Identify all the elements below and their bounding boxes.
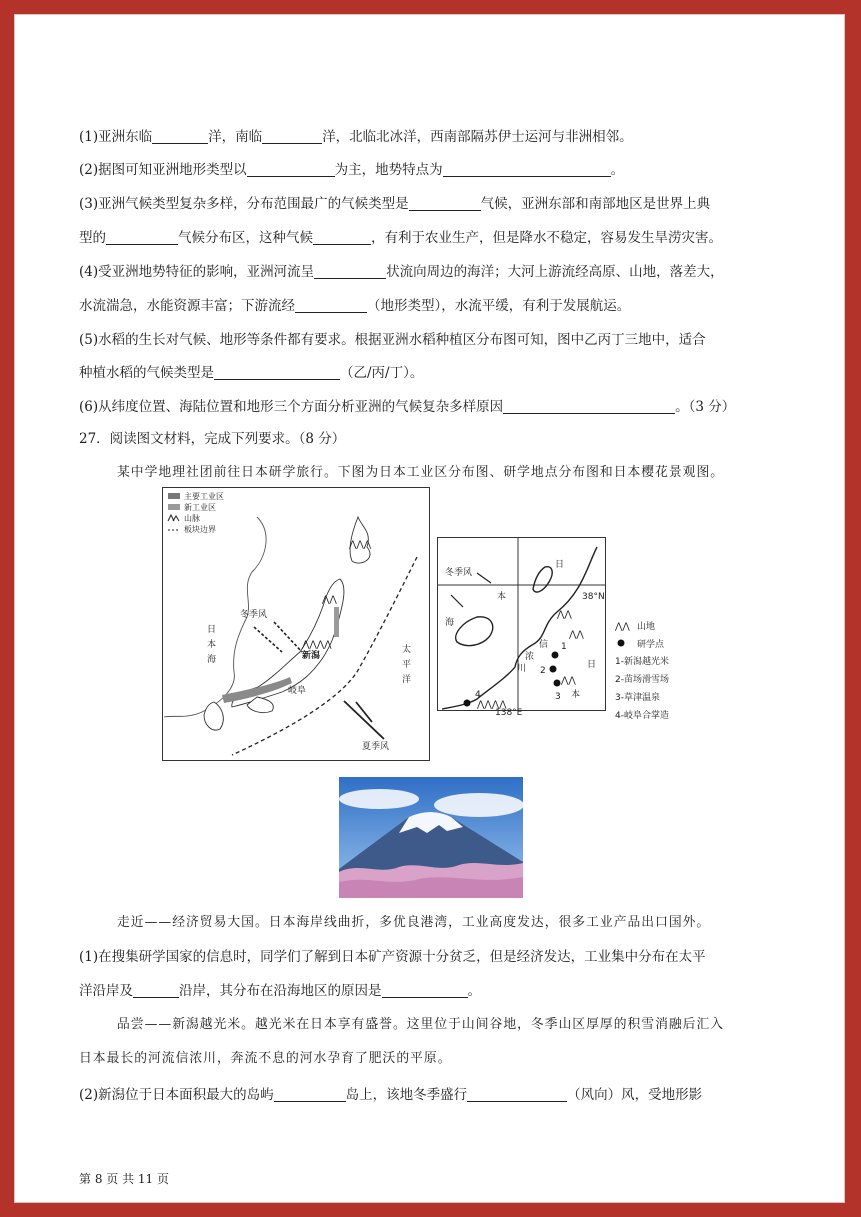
q2-blank-1[interactable] (247, 161, 335, 177)
japan-industry-map-svg (162, 487, 430, 761)
sub-question-1-line-2 (79, 981, 481, 1001)
q3-text-e: ，有利于农业生产，但是降水不稳定，容易发生旱涝灾害。 (371, 230, 722, 246)
material-2-line-2 (79, 1049, 452, 1069)
sub1-text-c: 沿岸，其分布在沿海地区的原因是 (179, 983, 382, 999)
label-summer-wind: 夏季风 (362, 742, 390, 752)
map2-label-latitude: 38°N (582, 592, 605, 602)
question-27-title (79, 429, 345, 449)
material-2-text-a: 品尝——新潟越光米。越光米在日本享有盛誉。这里位于山间谷地，冬季山区厚厚的积雪消融后汇入 (117, 1017, 725, 1032)
map2-legend-point-icon (618, 640, 625, 647)
map2-mountains-1: ⋀⋀ (557, 610, 572, 620)
study-point-label-1: 1 (561, 642, 567, 652)
map2-legend-item-1: 1-新潟越光米 (615, 657, 669, 667)
study-location-map (437, 537, 695, 727)
study-point-2 (550, 666, 557, 673)
mountain-marks-honshu: ⋀⋀⋀⋀ (302, 640, 332, 650)
q4-text-b: 状流向周边的海洋；大河上游流经高原、山地，落差大， (386, 264, 724, 280)
map2-legend-point: 研学点 (637, 640, 665, 650)
material-2-line-1 (117, 1015, 724, 1035)
label-pacific-2: 平 (402, 660, 412, 670)
study-point-1 (552, 652, 559, 659)
q1-text-a: (1)亚洲东临 (79, 129, 153, 145)
map2-legend-mountain-icon: ⋀⋀ (615, 622, 630, 632)
q4-text-c: 水流湍急，水能资源丰富；下游流经 (79, 298, 295, 314)
label-winter-wind: 冬季风 (240, 610, 268, 620)
sub2-blank-2[interactable] (467, 1086, 567, 1102)
map2-label-ben-top: 本 (497, 592, 507, 602)
label-sea-of-japan-3: 海 (207, 655, 217, 665)
q3-text-a: (3)亚洲气候类型复杂多样，分布范围最广的气候类型是 (79, 196, 409, 212)
question-3-line-1 (79, 194, 710, 214)
photo-cherry-blossoms-front (339, 877, 523, 898)
sub1-text-d: 。 (467, 983, 481, 999)
material-1 (117, 913, 710, 933)
sub2-text-c: （风向）风，受地形影 (567, 1087, 703, 1103)
label-pacific-3: 洋 (402, 675, 412, 685)
q27-intro-text: 某中学地理社团前往日本研学旅行。下图为日本工业区分布图、研学地点分布图和日本樱花景观图。 (117, 465, 725, 480)
label-niigata: 新潟 (302, 651, 321, 661)
legend-plate-boundary: 板块边界 (184, 525, 216, 534)
q6-text-a: (6)从纬度位置、海陆位置和地形三个方面分析亚洲的气候复杂多样原因 (79, 399, 504, 415)
sub1-blank-1[interactable] (133, 982, 179, 998)
material-1-text: 走近——经济贸易大国。日本海岸线曲折，多优良港湾，工业高度发达，很多工业产品出口国外。 (117, 915, 711, 930)
q3-blank-2[interactable] (106, 229, 178, 245)
legend-new-industry: 新工业区 (184, 503, 216, 512)
map2-label-winter-wind: 冬季风 (445, 568, 473, 578)
study-location-map-svg (437, 537, 695, 727)
map2-legend-mountain: 山地 (637, 622, 656, 632)
map2-mountains-3: ⋀⋀ (561, 676, 576, 686)
fuji-cherry-photo-svg (339, 777, 523, 898)
q27-title: 27．阅读图文材料，完成下列要求。（8 分） (79, 431, 346, 447)
page-footer (79, 1170, 169, 1187)
q4-text-a: (4)受亚洲地势特征的影响，亚洲河流呈 (79, 264, 315, 280)
question-6 (79, 397, 735, 417)
q3-blank-3[interactable] (313, 229, 371, 245)
legend-new-industry-swatch (168, 504, 180, 510)
photo-cloud-1 (339, 789, 419, 809)
q3-blank-1[interactable] (409, 195, 481, 211)
study-point-4 (464, 700, 471, 707)
sub2-text-b: 岛上，该地冬季盛行 (345, 1087, 468, 1103)
map2-legend-item-3: 3-草津温泉 (615, 693, 660, 703)
mountain-marks-north: ⋀⋀⋀ (349, 540, 372, 550)
question-1 (79, 127, 633, 147)
legend-mountain: 山脉 (184, 514, 200, 523)
map2-label-ri-top: 日 (555, 560, 565, 570)
question-4-line-1 (79, 262, 724, 282)
sub2-text-a: (2)新潟位于日本面积最大的岛屿 (79, 1087, 274, 1103)
sub1-text-b: 洋沿岸及 (79, 983, 133, 999)
map2-label-ben-bottom: 本 (571, 690, 581, 700)
q1-blank-1[interactable] (152, 128, 208, 144)
q5-text-a: (5)水稻的生长对气候、地形等条件都有要求。根据亚洲水稻种植区分布图可知，图中乙丙丁三地中，适合 (79, 332, 706, 348)
q4-blank-1[interactable] (314, 263, 386, 279)
q6-blank-1[interactable] (503, 398, 675, 414)
label-gifu: 岐阜 (288, 686, 307, 696)
map2-border (438, 538, 606, 711)
q4-text-d: （地形类型），水流平缓，有利于发展航运。 (367, 298, 631, 314)
q4-blank-2[interactable] (295, 297, 367, 313)
mountain-marks-center: ⋀⋀ (322, 595, 337, 605)
legend-major-industry-swatch (168, 493, 180, 499)
study-point-label-4: 4 (475, 690, 481, 700)
q2-text-b: 为主，地势特点为 (334, 162, 443, 178)
map2-legend-item-2: 2-苗场滑雪场 (615, 675, 669, 685)
q2-text-c: 。 (610, 162, 625, 178)
map2-mountains-4: ⋀⋀⋀⋀ (477, 700, 507, 710)
label-sea-of-japan-2: 本 (207, 640, 217, 650)
q5-text-b: 种植水稻的气候类型是 (79, 365, 214, 381)
study-point-label-3: 3 (555, 692, 561, 702)
study-point-3 (554, 680, 561, 687)
sub1-text-a: (1)在搜集研学国家的信息时，同学们了解到日本矿产资源十分贫乏，但是经济发达，工业集中分布在太平 (79, 949, 706, 965)
question-3-line-2 (79, 228, 722, 248)
q5-blank-1[interactable] (214, 364, 340, 380)
map2-label-nong: 浓 (525, 652, 535, 662)
map2-label-chuan: 川 (517, 664, 527, 674)
map2-label-longitude: 138°E (495, 708, 523, 718)
material-2-text-b: 日本最长的河流信浓川，奔流不息的河水孕育了肥沃的平原。 (79, 1051, 452, 1066)
map2-label-xin: 信 (539, 640, 549, 650)
map2-label-ri-bottom: 日 (587, 660, 597, 670)
sub1-blank-2[interactable] (382, 982, 468, 998)
question-5-line-2 (79, 363, 423, 383)
fuji-cherry-photo (339, 777, 523, 898)
page-number: 第 8 页 共 11 页 (79, 1172, 169, 1186)
question-2 (79, 160, 624, 180)
q2-blank-2[interactable] (443, 161, 611, 177)
label-sea-of-japan-1: 日 (207, 625, 217, 635)
label-pacific-1: 太 (402, 645, 412, 655)
q5-text-c: （乙/丙/丁）。 (340, 365, 424, 381)
map2-mountains-2: ⋀⋀ (569, 630, 584, 640)
sub-question-1-line-1 (79, 947, 706, 967)
document-page (14, 14, 845, 1203)
question-27-intro (117, 463, 724, 483)
sub2-blank-1[interactable] (274, 1086, 346, 1102)
study-point-label-2: 2 (540, 666, 546, 676)
q6-text-b: 。（3 分） (675, 399, 736, 415)
map2-label-hai: 海 (445, 618, 455, 628)
photo-cloud-2 (434, 793, 523, 817)
q1-text-b: 洋，南临 (208, 129, 263, 145)
q3-text-d: 气候分布区，这种气候 (178, 230, 313, 246)
question-5-line-1 (79, 330, 706, 350)
legend-major-industry: 主要工业区 (184, 492, 224, 501)
new-industry-zone (334, 607, 339, 637)
q2-text-a: (2)据图可知亚洲地形类型以 (79, 162, 247, 178)
q1-text-c: 洋，北临北冰洋，西南部隔苏伊士运河与非洲相邻。 (322, 129, 633, 145)
japan-industry-map (162, 487, 430, 761)
q3-text-c: 型的 (79, 230, 106, 246)
q3-text-b: 气候，亚洲东部和南部地区是世界上典 (480, 196, 711, 212)
sub-question-2 (79, 1085, 702, 1105)
map2-legend-item-4: 4-岐阜合掌造 (615, 711, 669, 721)
q1-blank-2[interactable] (262, 128, 322, 144)
question-4-line-2 (79, 296, 630, 316)
